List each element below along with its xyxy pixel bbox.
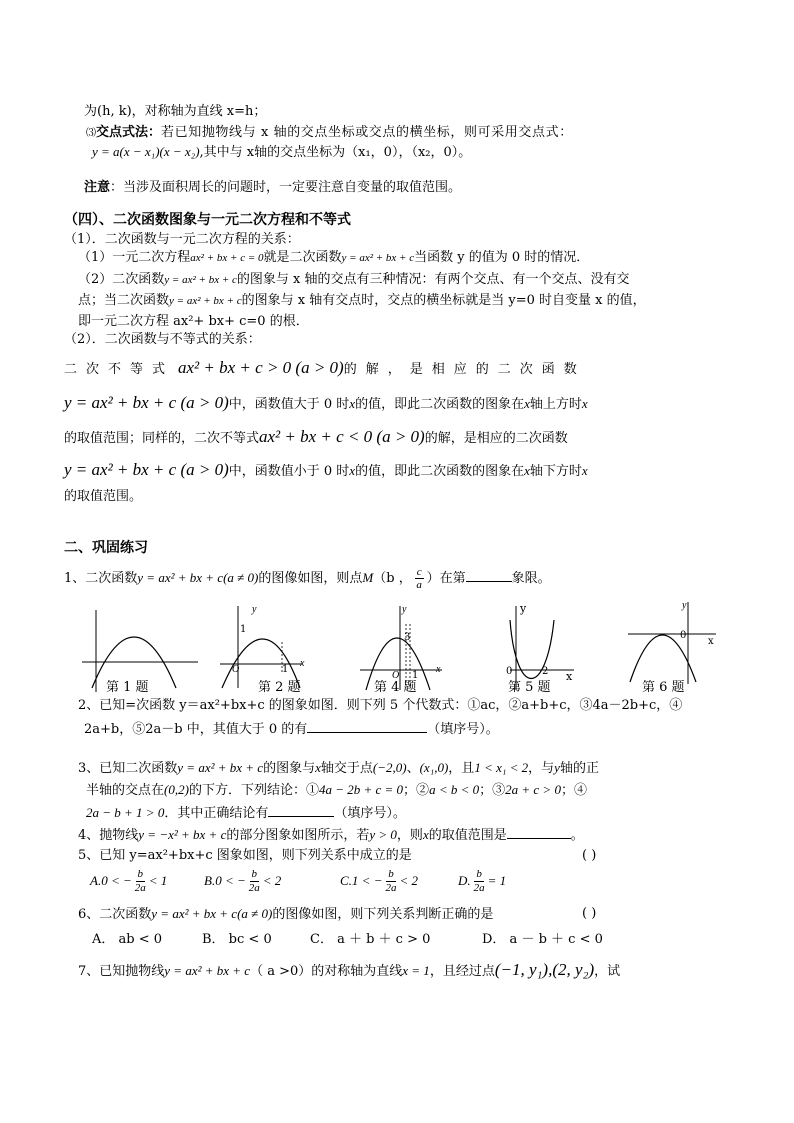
origin-label: 0 bbox=[506, 666, 513, 677]
option-d[interactable] bbox=[458, 868, 506, 894]
figure-q6 bbox=[626, 600, 718, 694]
axis-label: y bbox=[520, 602, 527, 615]
figure-caption: 第 6 题 bbox=[642, 680, 685, 695]
line-inequality-3 bbox=[64, 427, 568, 447]
text: ．其中正确结论有 bbox=[164, 806, 269, 821]
option-text: < 1 bbox=[148, 873, 168, 889]
note-label: 注意 bbox=[84, 180, 111, 195]
tick-label: 1 bbox=[240, 624, 247, 635]
option-text: C.1 < − bbox=[340, 873, 383, 889]
formula: y = ax² + bx + c(a ≠ 0) bbox=[137, 570, 259, 586]
text: 的部分图象如图所示，若 bbox=[226, 828, 370, 843]
intercept-form-text: 若已知抛物线与 x 轴的交点坐标或交点的横坐标，则可采用交点式： bbox=[161, 125, 573, 140]
figure-q5 bbox=[498, 600, 582, 694]
formula: 2a + c > 0 bbox=[505, 782, 561, 797]
text: 的图象与 x 轴有交点时，交点的横坐标就是当 y=0 时自变量 x 的值， bbox=[241, 293, 646, 308]
figure-caption: 第 1 题 bbox=[106, 680, 149, 695]
line-inequality-4 bbox=[64, 460, 588, 480]
line-equation-1 bbox=[78, 250, 589, 266]
text: 。 bbox=[570, 828, 584, 843]
intercept-formula: y = a(x − x₁)(x − x₂) bbox=[92, 144, 200, 159]
text: （填序号）。 bbox=[334, 806, 406, 821]
point: (−2,0) bbox=[372, 760, 407, 775]
var: x bbox=[349, 396, 356, 411]
answer-blank[interactable] bbox=[466, 569, 512, 582]
axis-label: y bbox=[682, 600, 687, 611]
text: 的图像如图，则点 bbox=[258, 571, 363, 587]
line-vertex-form-tail: 为(h, k)，对称轴为直线 x=h； bbox=[84, 104, 267, 119]
option-text: A.0 < − bbox=[90, 873, 132, 889]
note-text: ：当涉及面积周长的问题时，一定要注意自变量的取值范围。 bbox=[110, 180, 462, 195]
tick-label: 3 bbox=[404, 632, 411, 643]
text: 的取值范围；同样的，二次不等式 bbox=[64, 431, 260, 446]
text: 中，函数值大于 0 时 bbox=[228, 397, 350, 412]
text: 的取值范围是 bbox=[428, 828, 507, 843]
formula: x = 1 bbox=[402, 963, 430, 978]
option-b[interactable] bbox=[204, 868, 281, 894]
formula: y = ax² + bx + c bbox=[164, 274, 237, 286]
text: 的值，即此二次函数的图象在 bbox=[355, 397, 525, 412]
fraction bbox=[385, 868, 396, 894]
text: （1）一元二次方程 bbox=[78, 250, 191, 265]
question-3-line1 bbox=[78, 760, 599, 777]
origin-label: O bbox=[392, 670, 400, 681]
numerator: b bbox=[251, 868, 257, 880]
formula: ax² + bx + c = 0 bbox=[190, 252, 264, 264]
numerator: c bbox=[416, 566, 422, 578]
question-6-option-d[interactable]: D． a － b ＋ c < 0 bbox=[482, 932, 603, 947]
answer-blank[interactable] bbox=[268, 804, 334, 817]
axis-label: x bbox=[436, 664, 441, 675]
item-number: ⑶ bbox=[86, 128, 96, 139]
intercept-form-heading: 交点式法： bbox=[96, 125, 162, 140]
option-c[interactable] bbox=[340, 868, 418, 894]
formula: ax² + bx + c > 0 (a > 0) bbox=[178, 358, 344, 377]
text: （b ， bbox=[373, 571, 412, 587]
fraction bbox=[249, 868, 260, 894]
figure-caption: 第 2 题 bbox=[258, 680, 301, 695]
text: 4、抛物线 bbox=[78, 828, 139, 843]
option-text: B.0 < − bbox=[204, 873, 246, 889]
var: x bbox=[422, 827, 429, 842]
text: ，且经过点 bbox=[429, 964, 495, 979]
text: 半轴的交点在 bbox=[86, 783, 165, 798]
formula: y = ax² + bx + c bbox=[164, 963, 251, 978]
inequality: 1 < x₁ < 2 bbox=[474, 760, 529, 775]
question-6-option-a[interactable]: A． ab < 0 bbox=[92, 932, 163, 947]
fraction bbox=[135, 868, 146, 894]
formula: y > 0 bbox=[369, 827, 397, 842]
question-5-options bbox=[90, 868, 550, 904]
axis-label: y bbox=[402, 604, 407, 615]
text: 的下方．下列结论：① bbox=[188, 783, 319, 798]
tick-label: 2 bbox=[542, 666, 549, 677]
point: (x₁,0) bbox=[419, 760, 449, 775]
text: 的解，是相应的二次函数 bbox=[343, 362, 586, 377]
formula: a < b < 0 bbox=[429, 782, 480, 797]
question-6 bbox=[78, 906, 493, 923]
figure-q2 bbox=[218, 602, 308, 694]
formula: ax² + bx + c < 0 (a > 0) bbox=[259, 427, 425, 446]
text: ；③ bbox=[479, 783, 506, 798]
text: （2）二次函数 bbox=[78, 272, 165, 287]
question-6-answer-paren[interactable]: ( ) bbox=[582, 906, 597, 921]
line-equation-2 bbox=[78, 272, 630, 288]
text: 中，函数值小于 0 时 bbox=[228, 464, 350, 479]
line-intercept-formula bbox=[92, 144, 471, 161]
formula: 2a − b + 1 > 0 bbox=[86, 805, 165, 820]
text: ，试 bbox=[594, 964, 621, 979]
axis-label: y bbox=[252, 604, 257, 615]
intercept-formula-desc: ,其中与 x轴的交点坐标为（x₁，0），（x₂，0）。 bbox=[199, 145, 472, 160]
formula: y = ax² + bx + c bbox=[177, 760, 264, 775]
formula: y = ax² + bx + c (a > 0) bbox=[64, 393, 229, 412]
line-inequality-5: 的取值范围。 bbox=[64, 489, 143, 504]
denominator: 2a bbox=[248, 881, 260, 894]
text: ，与 bbox=[528, 761, 555, 776]
figure-q1 bbox=[82, 602, 200, 694]
question-6-option-c[interactable]: C． a ＋ b ＋ c > 0 bbox=[310, 932, 431, 947]
text: ；② bbox=[403, 783, 430, 798]
text: 、 bbox=[406, 761, 420, 776]
question-3-line2 bbox=[86, 782, 587, 799]
line-inequality-1 bbox=[64, 358, 586, 378]
subheading-equation-relation: （1）．二次函数与一元二次方程的关系： bbox=[64, 232, 300, 247]
var: x bbox=[581, 463, 588, 478]
answer-blank[interactable] bbox=[307, 720, 427, 733]
text: 7、已知抛物线 bbox=[78, 964, 165, 979]
var: x bbox=[581, 396, 588, 411]
formula: y = ax² + bx + c bbox=[341, 252, 415, 264]
formula: y = ax² + bx + c (a > 0) bbox=[64, 460, 229, 479]
text: 2a+b，⑤2a－b 中，其值大于 0 的有 bbox=[84, 722, 308, 737]
text: 3、已知二次函数 bbox=[78, 761, 178, 776]
text: 轴交于点 bbox=[320, 761, 373, 776]
question-5-answer-paren[interactable]: ( ) bbox=[582, 848, 597, 863]
formula: y = ax² + bx + c(a ≠ 0) bbox=[151, 906, 273, 921]
question-2-line2 bbox=[84, 720, 499, 738]
line-equation-3 bbox=[78, 293, 646, 309]
tick-label: 1 bbox=[282, 664, 289, 675]
numerator: b bbox=[137, 868, 143, 880]
var: y bbox=[554, 760, 560, 775]
text: 的图象与 x 轴的交点有三种情况：有两个交点、有一个交点、没有交 bbox=[236, 272, 630, 287]
formula: 4a − 2b + c = 0 bbox=[318, 782, 404, 797]
denominator: a bbox=[416, 579, 422, 592]
question-7 bbox=[78, 960, 620, 980]
line-intercept-form bbox=[86, 125, 573, 141]
text: 点；当二次函数 bbox=[78, 293, 170, 308]
text: （ a >0）的对称轴为直线 bbox=[250, 964, 403, 979]
option-text: < 2 bbox=[399, 873, 418, 889]
denominator: 2a bbox=[473, 881, 485, 894]
text: ）在第 bbox=[426, 571, 466, 587]
option-a[interactable] bbox=[90, 868, 167, 894]
section-heading-four: （四）、二次函数图象与一元二次方程和不等式 bbox=[64, 212, 351, 228]
line-inequality-2 bbox=[64, 393, 588, 413]
var: x bbox=[349, 463, 356, 478]
points: (−1, y₁),(2, y₂) bbox=[494, 960, 595, 979]
text: ；④ bbox=[560, 783, 587, 798]
axis-label: x bbox=[566, 670, 573, 683]
text: 二次不等式 bbox=[64, 362, 175, 377]
text: 轴上方时 bbox=[529, 397, 582, 412]
option-text: < 2 bbox=[262, 873, 282, 889]
subheading-inequality-relation: （2）．二次函数与不等式的关系： bbox=[64, 332, 261, 347]
point: (0,2) bbox=[164, 782, 189, 797]
var: x bbox=[524, 463, 530, 478]
fraction-c-over-a bbox=[415, 566, 424, 591]
numerator: b bbox=[388, 868, 394, 880]
text: 象限。 bbox=[511, 571, 551, 587]
text: ，则 bbox=[396, 828, 423, 843]
text: 的值，即此二次函数的图象在 bbox=[355, 464, 525, 479]
option-text: D. bbox=[458, 873, 471, 889]
question-6-option-b[interactable]: B． bc < 0 bbox=[202, 932, 272, 947]
text: （填序号）。 bbox=[427, 722, 499, 737]
text: 的解，是相应的二次函数 bbox=[424, 431, 568, 446]
text: 当函数 y 的值为 0 时的情况． bbox=[414, 250, 590, 265]
text: 的图像如图，则下列关系判断正确的是 bbox=[272, 907, 494, 922]
question-4 bbox=[78, 826, 584, 844]
question-1 bbox=[64, 566, 551, 591]
text: 轴的正 bbox=[559, 761, 599, 776]
figure-caption: 第 4 题 bbox=[374, 680, 417, 695]
point-label: M bbox=[362, 570, 374, 586]
formula: y = −x² + bx + c bbox=[138, 827, 227, 842]
line-note bbox=[84, 180, 461, 196]
question-2-line1: 2、已知=次函数 y＝ax²+bx+c 的图象如图．则下列 5 个代数式：①ac，②a+b+c，③4a－2b+c，④ bbox=[78, 698, 683, 713]
var: x bbox=[524, 396, 530, 411]
text: 的图象与 bbox=[263, 761, 316, 776]
question-5: 5、已知 y=ax²+bx+c 图象如图，则下列关系中成立的是 bbox=[78, 848, 412, 863]
text: 轴下方时 bbox=[529, 464, 582, 479]
denominator: 2a bbox=[134, 881, 146, 894]
section-heading-practice: 二、巩固练习 bbox=[64, 540, 148, 556]
text: 6、二次函数 bbox=[78, 907, 152, 922]
figure-caption: 第 5 题 bbox=[508, 680, 551, 695]
var: x bbox=[315, 760, 321, 775]
option-text: = 1 bbox=[487, 873, 507, 889]
axis-label: x bbox=[300, 658, 305, 669]
numerator: b bbox=[476, 868, 482, 880]
text: 1、二次函数 bbox=[64, 571, 138, 587]
origin-label: O bbox=[232, 664, 240, 675]
line-equation-4: 即一元二次方程 ax²+ bx+ c=0 的根． bbox=[78, 314, 309, 329]
axis-label: x bbox=[708, 636, 714, 647]
denominator: 2a bbox=[385, 881, 397, 894]
fraction bbox=[474, 868, 485, 894]
answer-blank[interactable] bbox=[507, 826, 571, 839]
origin-label: 0 bbox=[680, 630, 687, 641]
text: 就是二次函数 bbox=[263, 250, 342, 265]
question-3-line3 bbox=[86, 804, 406, 822]
text: ，且 bbox=[448, 761, 475, 776]
formula: y = ax² + bx + c bbox=[169, 295, 242, 307]
figure-q4 bbox=[356, 602, 446, 694]
tick-label: 1 bbox=[412, 670, 419, 681]
